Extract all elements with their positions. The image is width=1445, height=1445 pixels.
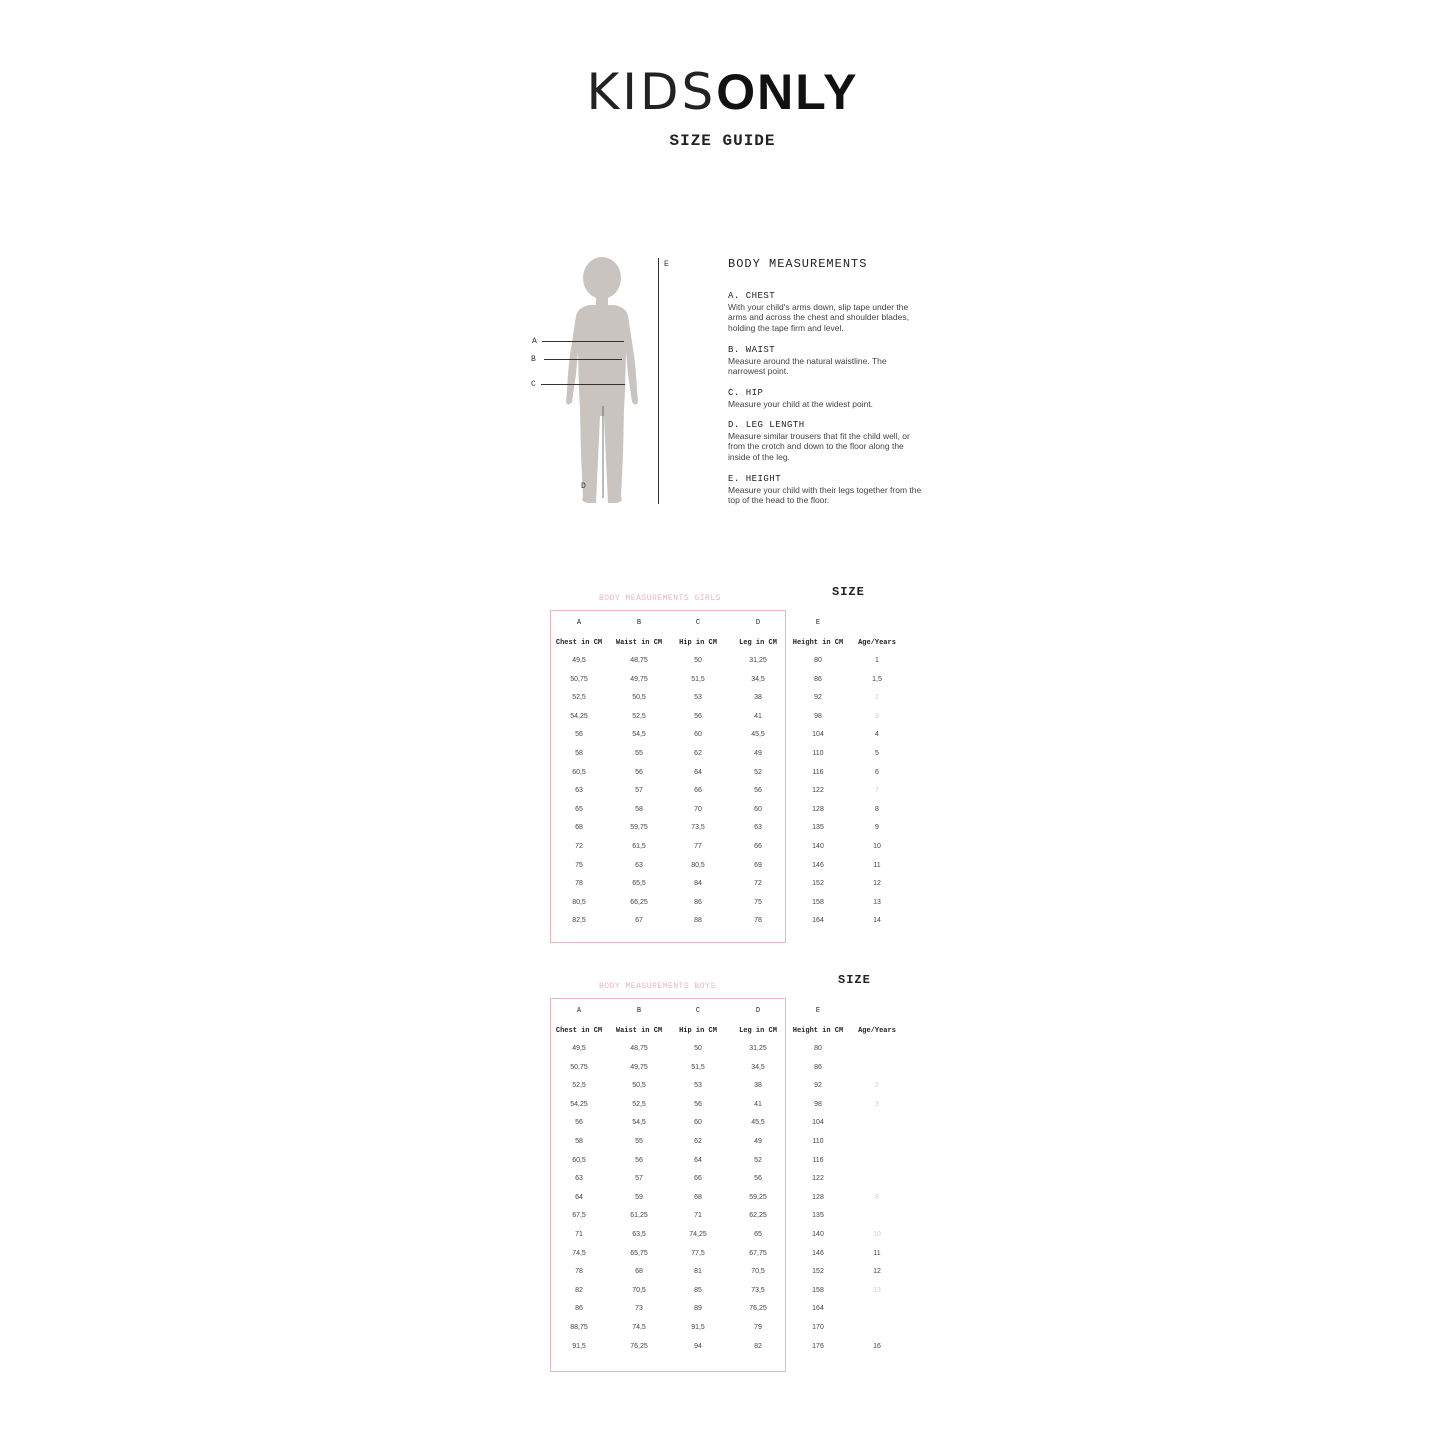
table-cell: 41	[754, 1100, 762, 1108]
column-header: Age/Years	[858, 1027, 896, 1035]
table-cell: 67,5	[572, 1212, 586, 1220]
table-cell: 78	[575, 1268, 583, 1276]
table-cell: 76,25	[630, 1342, 648, 1350]
instruction-text: With your child's arms down, slip tape under the arms and across the chest and shoulder blades, holding the tape firm and level.	[728, 301, 909, 333]
table-cell: 34,5	[751, 675, 765, 683]
table-cell: 66	[694, 787, 702, 795]
boys-table-box	[550, 998, 786, 1372]
table-cell: 64	[694, 1156, 702, 1164]
instruction-text: Measure similar trousers that fit the child well, or from the crotch and down to the floor along the inside of the leg.	[728, 430, 910, 462]
column-letter: A	[576, 1007, 582, 1015]
table-cell: 73,5	[751, 1286, 765, 1294]
table-cell: 170	[812, 1324, 824, 1331]
column-letter: A	[576, 619, 582, 627]
table-cell: 69	[754, 861, 762, 869]
table-cell: 55	[635, 750, 643, 757]
table-cell: 52	[754, 768, 762, 776]
table-cell: 11	[873, 1249, 881, 1257]
brand-logo-thin: KIDS	[586, 63, 717, 121]
table-cell: 51,5	[691, 1063, 705, 1071]
table-cell: 82	[754, 1342, 762, 1350]
height-line	[658, 258, 659, 504]
table-cell: 67	[635, 917, 643, 925]
table-cell: 94	[694, 1342, 702, 1350]
column-header: Leg in CM	[739, 1027, 777, 1035]
table-cell: 81	[694, 1268, 702, 1276]
table-cell: 58	[575, 750, 583, 757]
instruction-text: Measure around the natural waistline. The narrowest point.	[728, 355, 887, 377]
column-header: Height in CM	[792, 639, 844, 647]
table-cell: 75	[754, 898, 762, 906]
table-cell: 73	[635, 1305, 643, 1313]
table-cell: 3	[875, 1100, 879, 1108]
table-cell: 60	[754, 805, 762, 813]
table-cell: 80	[814, 1045, 822, 1052]
table-cell: 78	[754, 917, 762, 925]
table-cell: 3	[875, 712, 879, 720]
table-cell: 59,25	[749, 1193, 767, 1201]
table-cell: 91,5	[691, 1324, 705, 1331]
table-cell: 60	[694, 731, 702, 739]
table-cell: 34,5	[751, 1063, 765, 1071]
table-cell: 48,75	[630, 657, 648, 664]
table-cell: 56	[754, 1175, 762, 1183]
column-header: Waist in CM	[615, 1027, 663, 1035]
instruction-hip	[728, 388, 928, 409]
table-cell: 13	[873, 1286, 881, 1294]
table-cell: 63	[575, 1175, 583, 1183]
body-figure	[520, 250, 680, 510]
column-header: Waist in CM	[615, 639, 663, 647]
table-cell: 67,75	[749, 1249, 767, 1257]
table-cell: 110	[812, 750, 824, 757]
table-cell: 8	[875, 805, 879, 813]
table-cell: 55	[635, 1138, 643, 1145]
table-cell: 58	[635, 805, 643, 813]
boys-size-label: SIZE	[838, 973, 871, 987]
table-cell: 65,5	[632, 880, 646, 888]
table-cell: 4	[875, 731, 879, 739]
table-cell: 54,5	[632, 1119, 646, 1127]
table-cell: 79	[754, 1324, 762, 1331]
table-cell: 91,5	[572, 1342, 586, 1350]
girls-table-title: BODY MEASUREMENTS GIRLS	[599, 594, 721, 603]
table-cell: 62	[694, 750, 702, 757]
table-cell: 66,25	[630, 898, 648, 906]
table-cell: 77,5	[691, 1249, 705, 1257]
instruction-text: Measure your child with their legs together from the top of the head to the floor.	[728, 484, 922, 506]
table-cell: 66	[694, 1175, 702, 1183]
table-cell: 92	[814, 694, 822, 702]
table-cell: 58	[575, 1138, 583, 1145]
table-cell: 56	[694, 712, 702, 720]
table-cell: 176	[812, 1342, 824, 1350]
table-cell: 98	[814, 712, 822, 720]
table-cell: 135	[812, 1212, 824, 1220]
table-cell: 49,5	[572, 1045, 586, 1052]
table-cell: 65,75	[630, 1249, 648, 1257]
table-cell: 122	[812, 787, 824, 795]
table-cell: 73,5	[691, 824, 705, 832]
table-cell: 13	[873, 898, 881, 906]
body-measurements-title: BODY MEASUREMENTS	[728, 257, 868, 271]
table-cell: 6	[875, 768, 879, 776]
table-cell: 61,25	[630, 1212, 648, 1220]
table-cell: 2	[875, 1082, 879, 1090]
table-cell: 60,5	[572, 1156, 586, 1164]
instruction-heading: C. HIP	[728, 388, 764, 398]
table-cell: 70,5	[751, 1268, 765, 1276]
table-cell: 63	[575, 787, 583, 795]
table-cell: 56	[635, 1156, 643, 1164]
table-cell: 88,75	[570, 1324, 588, 1331]
table-cell: 76,25	[749, 1305, 767, 1313]
table-cell: 5	[875, 750, 879, 757]
column-header: Hip in CM	[679, 1027, 717, 1035]
table-cell: 31,25	[749, 657, 767, 664]
table-cell: 152	[812, 880, 824, 888]
chest-line	[542, 341, 624, 342]
table-cell: 86	[575, 1305, 583, 1313]
instruction-leg-length	[728, 420, 928, 462]
instruction-heading: D. LEG LENGTH	[728, 420, 805, 430]
brand-logo-bold: ONLY	[716, 64, 859, 120]
table-cell: 74,25	[689, 1231, 707, 1238]
table-cell: 98	[814, 1100, 822, 1108]
column-header: Chest in CM	[555, 1027, 603, 1035]
table-cell: 72	[754, 880, 762, 888]
table-cell: 62,25	[749, 1212, 767, 1220]
table-cell: 8	[875, 1193, 879, 1201]
table-cell: 12	[873, 1268, 881, 1276]
boys-table-title: BODY MEASUREMENTS BOYS	[599, 982, 716, 991]
table-cell: 50,5	[632, 694, 646, 702]
table-cell: 122	[812, 1175, 824, 1183]
table-cell: 63,5	[632, 1231, 646, 1238]
column-letter: E	[815, 1007, 821, 1015]
table-cell: 11	[873, 861, 881, 869]
table-cell: 86	[814, 1063, 822, 1071]
table-cell: 2	[875, 694, 879, 702]
table-cell: 62	[694, 1138, 702, 1145]
column-letter: D	[755, 619, 761, 627]
table-cell: 66	[754, 843, 762, 850]
table-cell: 71	[575, 1231, 583, 1238]
table-cell: 80,5	[691, 861, 705, 869]
table-cell: 80	[814, 657, 822, 664]
instruction-heading: B. WAIST	[728, 345, 776, 355]
girls-size-label: SIZE	[832, 585, 865, 599]
page-title: SIZE GUIDE	[669, 132, 776, 150]
table-cell: 68	[694, 1193, 702, 1201]
table-cell: 49,75	[630, 675, 648, 683]
table-cell: 64	[575, 1193, 583, 1201]
table-cell: 72	[575, 843, 583, 850]
instruction-heading: A. CHEST	[728, 291, 776, 301]
column-letter: E	[815, 619, 821, 627]
table-cell: 59,75	[630, 824, 648, 832]
table-cell: 52,5	[572, 694, 586, 702]
table-cell: 38	[754, 694, 762, 702]
table-cell: 52,5	[632, 1100, 646, 1108]
table-cell: 50,75	[570, 1063, 588, 1071]
table-cell: 10	[873, 843, 881, 850]
instruction-height	[728, 474, 928, 506]
table-cell: 51,5	[691, 675, 705, 683]
table-cell: 48,75	[630, 1045, 648, 1052]
table-cell: 146	[812, 861, 824, 869]
table-cell: 77	[694, 843, 702, 850]
column-letter: C	[695, 1007, 701, 1015]
hip-line	[541, 384, 625, 385]
table-cell: 64	[694, 768, 702, 776]
table-cell: 74,5	[632, 1324, 646, 1331]
table-cell: 1,5	[872, 675, 882, 683]
table-cell: 128	[812, 1193, 824, 1201]
table-cell: 41	[754, 712, 762, 720]
table-cell: 110	[812, 1138, 824, 1145]
table-cell: 56	[754, 787, 762, 795]
table-cell: 84	[694, 880, 702, 888]
table-cell: 12	[873, 880, 881, 888]
column-header: Hip in CM	[679, 639, 717, 647]
table-cell: 82	[575, 1286, 583, 1294]
table-cell: 1	[875, 657, 879, 664]
table-cell: 10	[873, 1231, 881, 1238]
table-cell: 75	[575, 861, 583, 869]
column-header: Age/Years	[858, 639, 896, 647]
table-cell: 85	[694, 1286, 702, 1294]
table-cell: 45,5	[751, 731, 765, 739]
table-cell: 49	[754, 750, 762, 757]
table-cell: 104	[812, 731, 824, 739]
column-header: Height in CM	[792, 1027, 844, 1035]
table-cell: 56	[694, 1100, 702, 1108]
table-cell: 104	[812, 1119, 824, 1127]
table-cell: 158	[812, 898, 824, 906]
table-cell: 54,5	[632, 731, 646, 739]
table-cell: 31,25	[749, 1045, 767, 1052]
table-cell: 80,5	[572, 898, 586, 906]
table-cell: 60,5	[572, 768, 586, 776]
table-cell: 49,5	[572, 657, 586, 664]
table-cell: 89	[694, 1305, 702, 1313]
table-cell: 50,5	[632, 1082, 646, 1090]
table-cell: 140	[812, 843, 824, 850]
table-cell: 9	[875, 824, 879, 832]
table-cell: 78	[575, 880, 583, 888]
table-cell: 60	[694, 1119, 702, 1127]
table-cell: 146	[812, 1249, 824, 1257]
column-letter: D	[755, 1007, 761, 1015]
table-cell: 82,5	[572, 917, 586, 925]
label-a: A	[532, 337, 537, 346]
table-cell: 135	[812, 824, 824, 832]
instruction-heading: E. HEIGHT	[728, 474, 782, 484]
table-cell: 61,5	[632, 843, 646, 850]
column-letter: B	[636, 619, 642, 627]
table-cell: 158	[812, 1286, 824, 1294]
column-header: Chest in CM	[555, 639, 603, 647]
table-cell: 52,5	[572, 1082, 586, 1090]
table-cell: 56	[635, 768, 643, 776]
label-c: C	[531, 380, 536, 389]
table-cell: 54,25	[570, 712, 588, 720]
table-cell: 57	[635, 1175, 643, 1183]
instruction-waist	[728, 345, 928, 377]
table-cell: 86	[694, 898, 702, 906]
table-cell: 164	[812, 1305, 824, 1313]
table-cell: 70	[694, 805, 702, 813]
table-cell: 86	[814, 675, 822, 683]
child-silhouette-icon	[520, 250, 680, 510]
table-cell: 65	[575, 805, 583, 813]
table-cell: 59	[635, 1193, 643, 1201]
table-cell: 68	[635, 1268, 643, 1276]
label-b: B	[531, 355, 536, 364]
column-header: Leg in CM	[739, 639, 777, 647]
table-cell: 7	[875, 787, 879, 795]
table-cell: 52	[754, 1156, 762, 1164]
table-cell: 71	[694, 1212, 702, 1220]
table-cell: 56	[575, 731, 583, 739]
table-cell: 63	[754, 824, 762, 832]
instruction-text: Measure your child at the widest point.	[728, 398, 874, 409]
table-cell: 116	[812, 768, 824, 776]
table-cell: 54,25	[570, 1100, 588, 1108]
table-cell: 65	[754, 1231, 762, 1238]
table-cell: 74,5	[572, 1249, 586, 1257]
table-cell: 152	[812, 1268, 824, 1276]
table-cell: 38	[754, 1082, 762, 1090]
table-cell: 49	[754, 1138, 762, 1145]
table-cell: 49,75	[630, 1063, 648, 1071]
table-cell: 92	[814, 1082, 822, 1090]
table-cell: 63	[635, 861, 643, 869]
table-cell: 128	[812, 805, 824, 813]
table-cell: 50,75	[570, 675, 588, 683]
table-cell: 14	[873, 917, 881, 925]
table-cell: 53	[694, 694, 702, 702]
table-cell: 57	[635, 787, 643, 795]
table-cell: 70,5	[632, 1286, 646, 1294]
brand-logo	[0, 62, 1445, 122]
column-letter: C	[695, 619, 701, 627]
table-cell: 50	[694, 657, 702, 664]
label-d: D	[581, 482, 586, 491]
table-cell: 16	[873, 1342, 881, 1350]
table-cell: 45,5	[751, 1119, 765, 1127]
table-cell: 68	[575, 824, 583, 832]
column-letter: B	[636, 1007, 642, 1015]
table-cell: 53	[694, 1082, 702, 1090]
table-cell: 164	[812, 917, 824, 925]
table-cell: 50	[694, 1045, 702, 1052]
table-cell: 52,5	[632, 712, 646, 720]
label-e: E	[664, 260, 669, 269]
waist-line	[544, 359, 622, 360]
table-cell: 116	[812, 1156, 824, 1164]
table-cell: 56	[575, 1119, 583, 1127]
table-cell: 88	[694, 917, 702, 925]
table-cell: 140	[812, 1231, 824, 1238]
instruction-chest	[728, 291, 928, 333]
